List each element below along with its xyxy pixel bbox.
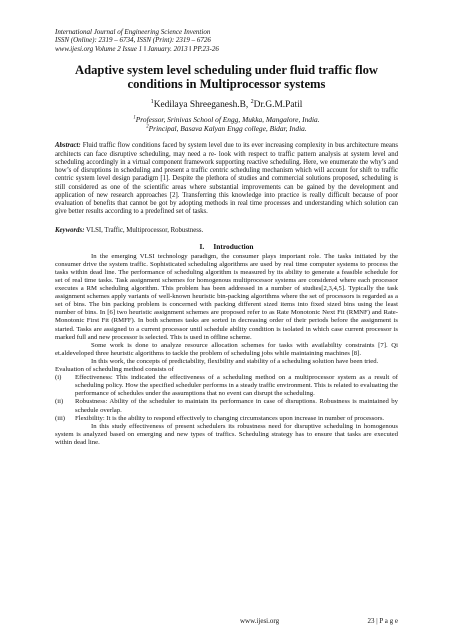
list-item-text: Robustness: Ability of the scheduler to maintain its performance in case of disruptions. Robustness is maintained by schedule overlap. bbox=[75, 398, 398, 414]
page-number: 23 | P a g e bbox=[367, 617, 398, 625]
journal-header bbox=[55, 28, 398, 53]
affiliation-2 bbox=[55, 125, 398, 134]
author-1: Kedilaya Shreeganesh.B, bbox=[153, 99, 249, 110]
paper-title bbox=[55, 63, 398, 92]
abstract-label: Abstract: bbox=[55, 142, 81, 150]
list-item-number: (iii) bbox=[55, 414, 66, 422]
journal-volume: www.ijesi.org Volume 2 Issue 1 ǁ January. 2013 ǁ PP.23-26 bbox=[55, 44, 219, 53]
author-2-marker: 2 bbox=[250, 98, 254, 105]
list-item-text: Effectiveness: This indicated the effectiveness of a scheduling method on a multiprocessor system as a result of scheduling policy. How the specified scheduler performs in a steady traffic environment. This is related to evaluating the performance of schedules under the assumptions that no event can disrupt the scheduling. bbox=[75, 374, 399, 398]
list-item bbox=[55, 374, 398, 398]
author-2: Dr.G.M.Patil bbox=[253, 99, 303, 110]
journal-name: International Journal of Engineering Science Invention bbox=[55, 28, 211, 36]
section-heading bbox=[55, 242, 398, 251]
list-item bbox=[55, 398, 398, 414]
author-list bbox=[55, 100, 398, 110]
affiliation-2-marker: 2 bbox=[146, 124, 149, 130]
paragraph-4: Evaluation of scheduling method consists of bbox=[55, 366, 174, 374]
section-number: I. bbox=[199, 241, 205, 251]
paragraph-5: In this study effectiveness of present schedulers its robustness need for disruptive scheduling in homogenous system is analyzed based on emerging and new types of traffics. Scheduling strategy has to ensure that tasks are executed within dead line. bbox=[55, 422, 398, 446]
list-item-number: (i) bbox=[55, 374, 62, 382]
list-item-text: Flexibility: It is the ability to respond effectively to changing circumstances upon increase in number of processors. bbox=[75, 414, 385, 422]
journal-issn: ISSN (Online): 2319 – 6734, ISSN (Print): 2319 – 6726 bbox=[55, 36, 211, 45]
paragraph-2: Some work is done to analyze resource allocation schemes for tasks with availability constraints [7]. Qi et.aldeveloped three heuristic algorithms to tackle the problem of scheduling jobs while maintaining machines [8]. bbox=[55, 341, 398, 357]
title-line-1: Adaptive system level scheduling under fluid traffic flow bbox=[74, 62, 379, 77]
evaluation-list bbox=[55, 374, 398, 423]
footer-url: www.ijesi.org bbox=[240, 617, 280, 625]
paragraph-3: In this work, the concepts of predictability, flexibility and stability of a scheduling solution have been tried. bbox=[91, 357, 379, 365]
affiliation-1-text: Professor, Srinivas School of Engg, Mukka, Mangalore, India. bbox=[135, 114, 320, 124]
abstract-text: Fluid traffic flow conditions faced by system level due to its ever increasing complexity in bus architecture means architects can face disruptive scheduling, may need a re- look with respect to traffic pattern analysis at system level and scheduling accordingly in a virtual component framework supporting reactive scheduling. Here, we enumerate the why’s and how’s of disruptions in scheduling and present a traffic centric scheduling mechanism which will account for shift to traffic centric system level design paradigm [1]. Despite the plethora of studies and commercial solutions proposed, scheduling is still considered as one of the scientific areas where substantial improvements can be gained by the development and application of new research approaches [2]. Transferring this knowledge into practice is really difficult because of poor evaluation of benefits that cannot be got by adopting methods in real time processes and understanding which solution can give better results according to a predefined set of tasks. bbox=[55, 142, 398, 216]
section-title: Introduction bbox=[213, 241, 254, 251]
affiliation-1-marker: 1 bbox=[133, 115, 136, 121]
affiliations bbox=[55, 116, 398, 134]
paragraph-1: In the emerging VLSI technology paradigm, the consumer plays important role. The tasks initiated by the consumer drive the system traffic. Sophisticated scheduling algorithms are used by real time computer systems to process the tasks within dead line. The performance of scheduling algorithm is measured by its ability to generate a feasible schedule for set of real time tasks. Task assignment schemes for homogenous multiprocessor systems are considered where each processor executes a RM scheduling algorithm. This problem has been addressed in a number of studies[2,3,4,5]. Typically the task assignment schemes apply variants of well-known heuristic bin-packing algorithms where the set of processors is regarded as a set of bins. The bin packing problem is concerned with packing different sized items into fixed sized bins using the least number of bins. In [6] two heuristic assignment schemes are proposed refer to as Rate Monotonic Next Fit (RMNF) and Rate-Monotonic First Fit (RMFF). In both schemes tasks are sorted in decreasing order of their periods before the assignment is started. Tasks are assigned to a current processor until schedule ability condition is isolated in which case current processor is marked full and new processor is selected. This is used in offline scheme. bbox=[55, 252, 398, 341]
list-item-number: (ii) bbox=[55, 398, 64, 406]
title-line-2: conditions in Multiprocessor systems bbox=[127, 77, 326, 92]
author-1-marker: 1 bbox=[150, 98, 154, 105]
intro-body bbox=[55, 253, 398, 447]
keywords-label: Keywords: bbox=[55, 226, 85, 234]
keywords bbox=[55, 227, 398, 234]
keywords-text: VLSI, Traffic, Multiprocessor, Robustness. bbox=[84, 226, 204, 234]
list-item bbox=[55, 415, 398, 423]
affiliation-2-text: Principal, Basava Kalyan Engg college, Bidar, India. bbox=[148, 123, 307, 133]
abstract bbox=[55, 142, 398, 216]
